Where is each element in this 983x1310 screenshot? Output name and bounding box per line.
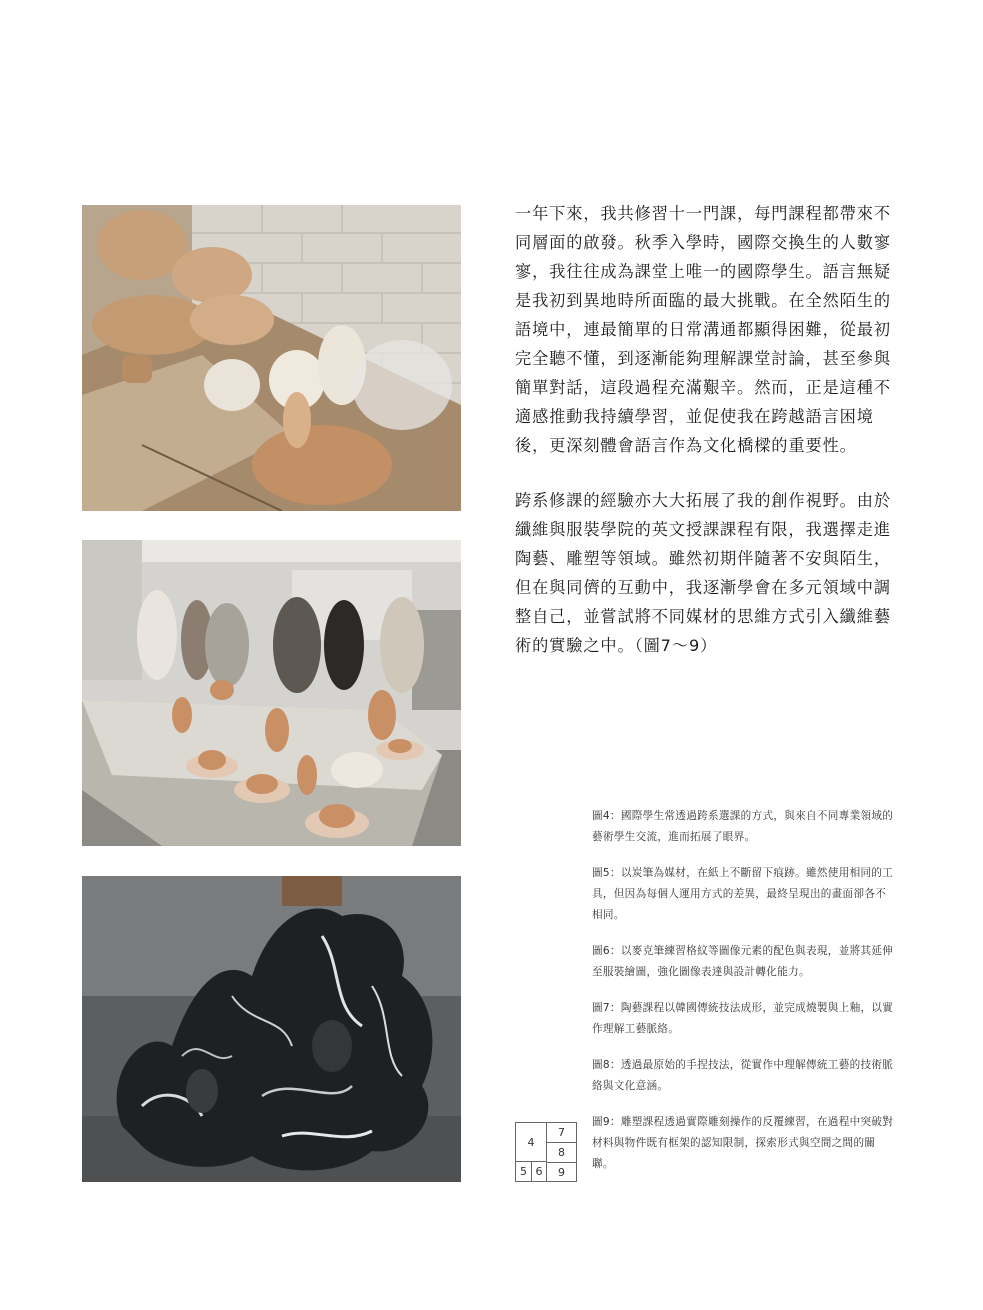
- body-paragraph-1: 一年下來，我共修習十一門課，每門課程都帶來不同層面的啟發。秋季入學時，國際交換生的人數寥寥，我往往成為課堂上唯一的國際學生。語言無疑是我初到異地時所面臨的最大挑戰。在全然陌生的語境中，連最簡單的日常溝通都顯得困難，從最初完全聽不懂，到逐漸能夠理解課堂討論，甚至參與簡單對話，這段過程充滿艱辛。然而，正是這種不適感推動我持續學習，並促使我在跨越語言困境後，更深刻體會語言作為文化橋樑的重要性。: [515, 204, 891, 455]
- caption-fig-6: 圖6：以麥克筆練習格紋等圖像元素的配色與表現，並將其延伸至服裝繪圖，強化圖像表達與設計轉化能力。: [592, 945, 894, 978]
- photo-black-sculpture: [82, 876, 461, 1182]
- grid-cell-4: 4: [515, 1122, 547, 1162]
- grid-cell-6: 6: [531, 1161, 547, 1182]
- caption-fig-8: 圖8：透過最原始的手捏技法，從實作中理解傳統工藝的技術脈絡與文化意涵。: [592, 1059, 894, 1092]
- caption-fig-5: 圖5：以炭筆為媒材，在紙上不斷留下痕跡。雖然使用相同的工具，但因為每個人運用方式的差異，最終呈現出的畫面卻各不相同。: [592, 867, 894, 921]
- figure-captions: [592, 806, 896, 1190]
- grid-cell-5: 5: [515, 1161, 532, 1182]
- grid-cell-7: 7: [546, 1122, 577, 1143]
- photo-studio-class: [82, 540, 461, 846]
- grid-cell-8: 8: [546, 1142, 577, 1163]
- figure-layout-grid: [515, 1122, 577, 1182]
- grid-cell-9: 9: [546, 1162, 577, 1182]
- caption-fig-4: 圖4：國際學生常透過跨系選課的方式，與來自不同專業領域的藝術學生交流，進而拓展了眼界。: [592, 810, 894, 843]
- photo-clay-sculptures: [82, 205, 461, 511]
- caption-fig-7: 圖7：陶藝課程以韓國傳統技法成形，並完成燒製與上釉，以實作理解工藝脈絡。: [592, 1002, 894, 1035]
- body-paragraph-2: 跨系修課的經驗亦大大拓展了我的創作視野。由於纖維與服裝學院的英文授課課程有限，我選擇走進陶藝、雕塑等領域。雖然初期伴隨著不安與陌生，但在與同儕的互動中，我逐漸學會在多元領域中調整自己，並嘗試將不同媒材的思維方式引入纖維藝術的實驗之中。（圖7～9）: [515, 491, 891, 655]
- caption-fig-9: 圖9：雕塑課程透過實際雕刻操作的反覆練習，在過程中突破對材料與物件既有框架的認知限制，探索形式與空間之間的關聯。: [592, 1116, 894, 1170]
